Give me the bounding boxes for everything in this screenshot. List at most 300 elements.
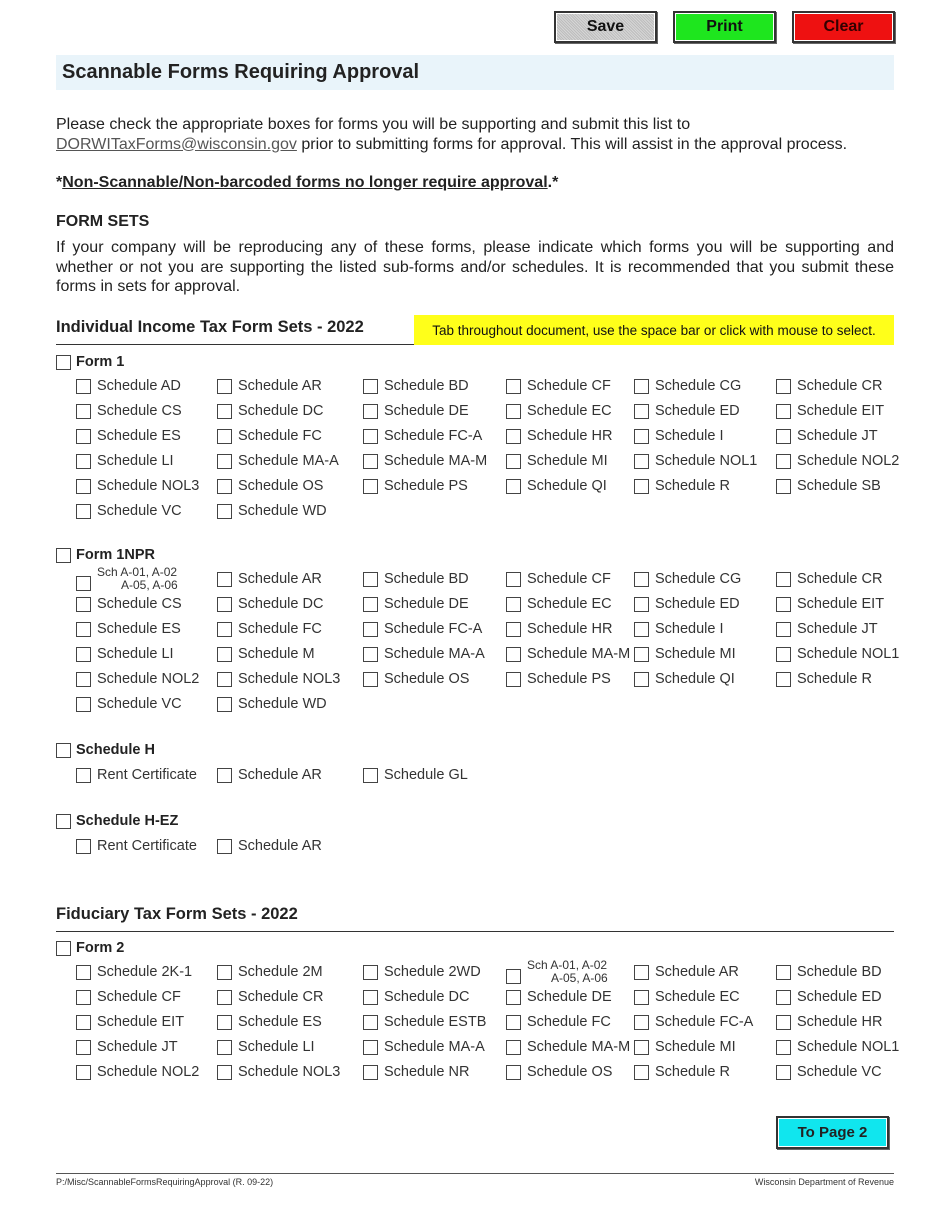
schedule-item[interactable]	[776, 621, 878, 637]
schedule-item[interactable]	[363, 1039, 485, 1055]
schedule-label: Schedule JT	[797, 621, 878, 637]
schedule-label: Schedule GL	[384, 767, 468, 783]
schedule-label: Schedule MI	[655, 646, 736, 662]
schedule-item[interactable]	[76, 503, 182, 519]
schedule-item[interactable]	[217, 478, 323, 494]
checkbox[interactable]	[76, 479, 91, 494]
checkbox[interactable]	[76, 622, 91, 637]
schedule-label: Schedule R	[655, 478, 730, 494]
schedule-item[interactable]	[217, 671, 340, 687]
checkbox[interactable]	[217, 597, 232, 612]
schedule-item[interactable]	[506, 989, 612, 1005]
checkbox[interactable]	[363, 647, 378, 662]
form1-checkbox[interactable]	[56, 355, 71, 370]
schedule-label: Schedule CF	[97, 989, 181, 1005]
schedule-label: Schedule 2M	[238, 964, 323, 980]
checkbox[interactable]	[217, 1065, 232, 1080]
schedule-item[interactable]	[634, 1039, 736, 1055]
checkbox[interactable]	[776, 990, 791, 1005]
schedule-label: Schedule NOL3	[238, 671, 341, 687]
checkbox[interactable]	[363, 965, 378, 980]
checkbox[interactable]	[776, 965, 791, 980]
schedule-label: Schedule ED	[797, 989, 882, 1005]
checkbox[interactable]	[217, 672, 232, 687]
footer-file-path: P:/Misc/ScannableFormsRequiringApproval (R. 09-22)	[56, 1177, 274, 1187]
schedule-item[interactable]	[363, 403, 469, 419]
save-button[interactable]: Save	[554, 11, 657, 43]
schedule-item[interactable]	[217, 964, 323, 980]
schedule-item[interactable]	[363, 571, 469, 587]
schedule-item[interactable]	[776, 478, 881, 494]
schedule-label: Schedule FC-A	[384, 428, 483, 444]
to-page-2-button[interactable]: To Page 2	[776, 1116, 889, 1149]
schedule-item[interactable]	[76, 646, 174, 662]
schedule-item[interactable]	[217, 621, 322, 637]
checkbox[interactable]	[363, 768, 378, 783]
form2-header	[56, 940, 124, 956]
schedule-item[interactable]	[634, 453, 757, 469]
schedule-label: Schedule NOL1	[655, 453, 758, 469]
schedule-item[interactable]	[217, 503, 327, 519]
checkbox[interactable]	[506, 647, 521, 662]
checkbox[interactable]	[76, 697, 91, 712]
schedule-item[interactable]	[776, 403, 884, 419]
checkbox[interactable]	[217, 965, 232, 980]
form2-checkbox[interactable]	[56, 941, 71, 956]
checkbox[interactable]	[506, 1065, 521, 1080]
schedule-item[interactable]	[217, 378, 322, 394]
schedule-label: Schedule WD	[238, 503, 327, 519]
schedule-item[interactable]	[634, 378, 741, 394]
schedule-label: Schedule FC	[238, 428, 322, 444]
schedule-label: Schedule AR	[655, 964, 739, 980]
schedule-label: Schedule MI	[527, 453, 608, 469]
schedule-label: Schedule NR	[384, 1064, 470, 1080]
schedule-label: Schedule NOL2	[797, 453, 900, 469]
schedule-item[interactable]	[776, 1064, 882, 1080]
form1-label: Form 1	[76, 354, 125, 370]
schedule-item[interactable]	[76, 596, 182, 612]
schedule-item[interactable]	[76, 696, 182, 712]
schedule-item[interactable]	[634, 478, 730, 494]
schedule-label: Schedule WD	[238, 696, 327, 712]
checkbox[interactable]	[506, 454, 521, 469]
checkbox[interactable]	[76, 429, 91, 444]
checkbox[interactable]	[76, 454, 91, 469]
schedule-item[interactable]	[217, 696, 327, 712]
schedule-label: Schedule NOL1	[797, 1039, 900, 1055]
checkbox[interactable]	[217, 1040, 232, 1055]
checkbox[interactable]	[776, 622, 791, 637]
schedule-label: Schedule PS	[384, 478, 468, 494]
schedule-label: Schedule NOL3	[238, 1064, 341, 1080]
schedule-item[interactable]	[76, 989, 181, 1005]
checkbox[interactable]	[634, 379, 649, 394]
checkbox[interactable]	[217, 990, 232, 1005]
schedule-label: Schedule BD	[797, 964, 882, 980]
schedule-item[interactable]	[363, 478, 468, 494]
schedule-item[interactable]	[76, 428, 181, 444]
schedule-item[interactable]	[776, 671, 872, 687]
checkbox[interactable]	[217, 622, 232, 637]
schedule-item[interactable]	[506, 596, 612, 612]
schedule-item[interactable]	[217, 1039, 315, 1055]
schedule-item[interactable]	[76, 403, 182, 419]
checkbox[interactable]	[217, 697, 232, 712]
schedule-label: Schedule R	[655, 1064, 730, 1080]
schedule-item[interactable]	[363, 1064, 469, 1080]
schedule-item[interactable]	[76, 964, 192, 980]
schedule-item[interactable]	[76, 478, 199, 494]
schedule-item[interactable]	[76, 453, 174, 469]
schedule-label: Schedule VC	[97, 696, 182, 712]
schedule-label: Schedule 2K-1	[97, 964, 193, 980]
schedule-hez-label: Schedule H-EZ	[76, 813, 179, 829]
schedule-label: Schedule NOL2	[97, 1064, 200, 1080]
form1npr-checkbox[interactable]	[56, 548, 71, 563]
schedule-item[interactable]	[634, 596, 740, 612]
schedule-item[interactable]	[776, 378, 882, 394]
schedule-label: Schedule CR	[238, 989, 324, 1005]
clear-button[interactable]: Clear	[792, 11, 895, 43]
note-suffix: .*	[547, 174, 559, 191]
schedule-item[interactable]	[363, 621, 482, 637]
schedule-item[interactable]	[76, 378, 181, 394]
schedule-label: Schedule NOL3	[97, 478, 200, 494]
checkbox[interactable]	[76, 576, 91, 591]
checkbox[interactable]	[776, 672, 791, 687]
footer-department: Wisconsin Department of Revenue	[754, 1177, 894, 1187]
schedule-label	[97, 566, 178, 591]
schedule-label: Schedule BD	[384, 571, 469, 587]
checkbox[interactable]	[634, 597, 649, 612]
intro-text: Please check the appropriate boxes for forms you will be supporting and submit this list to	[56, 116, 691, 133]
checkbox[interactable]	[634, 572, 649, 587]
schedule-label: Schedule JT	[97, 1039, 178, 1055]
schedule-item[interactable]	[363, 1014, 486, 1030]
schedule-item[interactable]	[634, 403, 740, 419]
note-prefix: *	[56, 174, 63, 191]
schedule-item[interactable]	[506, 646, 630, 662]
schedule-item[interactable]	[363, 989, 469, 1005]
schedule-item[interactable]	[506, 378, 611, 394]
schedule-label: Schedule FC-A	[655, 1014, 754, 1030]
schedule-item[interactable]	[363, 378, 469, 394]
checkbox[interactable]	[506, 429, 521, 444]
checkbox[interactable]	[776, 429, 791, 444]
schedule-item[interactable]	[363, 964, 481, 980]
form1npr-label: Form 1NPR	[76, 547, 155, 563]
schedule-label: Schedule M	[238, 646, 315, 662]
checkbox[interactable]	[363, 429, 378, 444]
print-button[interactable]: Print	[673, 11, 776, 43]
checkbox[interactable]	[76, 404, 91, 419]
schedule-label: Schedule NOL2	[97, 671, 200, 687]
schedule-label: Schedule AR	[238, 571, 322, 587]
schedule-label: Schedule ED	[655, 403, 740, 419]
schedule-label: Schedule ES	[97, 621, 181, 637]
schedule-label: Schedule CG	[655, 571, 742, 587]
schedule-item[interactable]	[76, 838, 197, 854]
schedule-item[interactable]	[634, 428, 724, 444]
checkbox[interactable]	[506, 1015, 521, 1030]
checkbox[interactable]	[634, 647, 649, 662]
checkbox[interactable]	[776, 454, 791, 469]
checkbox[interactable]	[506, 572, 521, 587]
checkbox[interactable]	[217, 572, 232, 587]
schedule-label: Schedule DE	[527, 989, 612, 1005]
checkbox[interactable]	[76, 672, 91, 687]
checkbox[interactable]	[776, 572, 791, 587]
checkbox[interactable]	[76, 647, 91, 662]
schedule-item[interactable]	[506, 478, 607, 494]
checkbox[interactable]	[76, 1040, 91, 1055]
schedule-item[interactable]	[634, 964, 739, 980]
schedule-item[interactable]	[217, 838, 322, 854]
checkbox[interactable]	[776, 404, 791, 419]
checkbox[interactable]	[363, 1065, 378, 1080]
schedule-item[interactable]	[217, 989, 323, 1005]
schedule-item-sch-a[interactable]	[506, 958, 608, 989]
individual-heading-text: Individual Income Tax Form Sets - 2022	[56, 318, 364, 336]
checkbox[interactable]	[363, 622, 378, 637]
checkbox[interactable]	[217, 839, 232, 854]
schedule-item[interactable]	[776, 1039, 899, 1055]
checkbox[interactable]	[506, 990, 521, 1005]
schedule-item[interactable]	[776, 596, 884, 612]
checkbox[interactable]	[363, 1015, 378, 1030]
checkbox[interactable]	[776, 1015, 791, 1030]
schedule-label: Schedule HR	[527, 428, 613, 444]
checkbox[interactable]	[76, 990, 91, 1005]
schedule-label: Schedule I	[655, 621, 724, 637]
checkbox[interactable]	[76, 839, 91, 854]
checkbox[interactable]	[363, 404, 378, 419]
schedule-item[interactable]	[363, 453, 487, 469]
checkbox[interactable]	[363, 454, 378, 469]
schedule-item[interactable]	[363, 596, 469, 612]
checkbox[interactable]	[506, 379, 521, 394]
checkbox[interactable]	[776, 1040, 791, 1055]
schedule-item[interactable]	[634, 989, 740, 1005]
schedule-item[interactable]	[506, 1039, 630, 1055]
schedule-label: Schedule EC	[655, 989, 740, 1005]
schedule-item[interactable]	[776, 989, 882, 1005]
checkbox[interactable]	[217, 404, 232, 419]
schedule-item[interactable]	[506, 1014, 611, 1030]
schedule-label: Schedule VC	[797, 1064, 882, 1080]
checkbox[interactable]	[634, 965, 649, 980]
schedule-item[interactable]	[634, 1014, 753, 1030]
schedule-label: Schedule DC	[238, 596, 324, 612]
schedule-item[interactable]	[217, 1014, 322, 1030]
schedule-item[interactable]	[217, 1064, 340, 1080]
schedule-item[interactable]	[634, 1064, 730, 1080]
checkbox[interactable]	[776, 1065, 791, 1080]
email-link[interactable]: DORWITaxForms@wisconsin.gov	[56, 135, 297, 153]
checkbox[interactable]	[634, 429, 649, 444]
schedule-label: Schedule FC	[238, 621, 322, 637]
schedule-item[interactable]	[76, 1064, 199, 1080]
checkbox[interactable]	[363, 597, 378, 612]
note-text: Non-Scannable/Non-barcoded forms no longer require approval	[62, 174, 548, 191]
schedule-label: Schedule VC	[97, 503, 182, 519]
schedule-item[interactable]	[634, 646, 736, 662]
checkbox[interactable]	[634, 672, 649, 687]
form-sets-text: If your company will be reproducing any of these forms, please indicate which forms you will be supporting and whether or not you are supporting the listed sub-forms and/or schedules. It is recommended that you submit these forms in sets for approval.	[56, 239, 894, 295]
checkbox[interactable]	[634, 479, 649, 494]
schedule-item[interactable]	[776, 1014, 882, 1030]
schedule-hez-checkbox[interactable]	[56, 814, 71, 829]
checkbox[interactable]	[363, 990, 378, 1005]
checkbox[interactable]	[76, 597, 91, 612]
checkbox[interactable]	[217, 479, 232, 494]
checkbox[interactable]	[363, 572, 378, 587]
schedule-label: Schedule BD	[384, 378, 469, 394]
schedule-item[interactable]	[776, 453, 899, 469]
checkbox[interactable]	[217, 647, 232, 662]
checkbox[interactable]	[217, 1015, 232, 1030]
schedule-item[interactable]	[634, 671, 735, 687]
schedule-label: Schedule LI	[97, 646, 174, 662]
schedule-item[interactable]	[76, 671, 199, 687]
schedule-item[interactable]	[506, 571, 611, 587]
schedule-label: Schedule ESTB	[384, 1014, 487, 1030]
checkbox[interactable]	[776, 597, 791, 612]
checkbox[interactable]	[76, 504, 91, 519]
checkbox[interactable]	[776, 647, 791, 662]
checkbox[interactable]	[217, 429, 232, 444]
schedule-item[interactable]	[76, 621, 181, 637]
checkbox[interactable]	[506, 404, 521, 419]
schedule-label: Schedule MA-M	[527, 646, 631, 662]
schedule-item[interactable]	[217, 403, 323, 419]
schedule-label: Schedule CF	[527, 378, 611, 394]
checkbox[interactable]	[76, 379, 91, 394]
schedule-label: Schedule ES	[97, 428, 181, 444]
schedule-h-checkbox[interactable]	[56, 743, 71, 758]
schedule-item[interactable]	[776, 646, 899, 662]
checkbox[interactable]	[506, 969, 521, 984]
checkbox[interactable]	[217, 454, 232, 469]
checkbox[interactable]	[634, 1065, 649, 1080]
checkbox[interactable]	[506, 597, 521, 612]
schedule-hez-header	[56, 813, 178, 829]
checkbox[interactable]	[76, 1065, 91, 1080]
checkbox[interactable]	[217, 504, 232, 519]
schedule-item[interactable]	[506, 453, 608, 469]
schedule-label: Schedule AR	[238, 378, 322, 394]
checkbox[interactable]	[217, 379, 232, 394]
schedule-item[interactable]	[506, 621, 612, 637]
schedule-label: Schedule DE	[384, 596, 469, 612]
schedule-item[interactable]	[76, 1014, 184, 1030]
checkbox[interactable]	[76, 768, 91, 783]
footer-divider	[56, 1173, 894, 1174]
checkbox[interactable]	[76, 965, 91, 980]
schedule-item[interactable]	[217, 453, 339, 469]
schedule-item[interactable]	[217, 646, 315, 662]
schedule-item[interactable]	[634, 571, 741, 587]
fiduciary-section-heading	[56, 905, 894, 932]
checkbox[interactable]	[217, 768, 232, 783]
schedule-item[interactable]	[76, 767, 197, 783]
checkbox[interactable]	[506, 479, 521, 494]
checkbox[interactable]	[776, 479, 791, 494]
schedule-item[interactable]	[776, 428, 878, 444]
checkbox[interactable]	[634, 622, 649, 637]
checkbox[interactable]	[634, 1040, 649, 1055]
schedule-label	[527, 959, 608, 984]
schedule-label: Schedule EIT	[797, 596, 885, 612]
checkbox[interactable]	[363, 1040, 378, 1055]
checkbox[interactable]	[76, 1015, 91, 1030]
checkbox[interactable]	[363, 672, 378, 687]
schedule-item[interactable]	[363, 428, 482, 444]
schedule-label: Schedule MI	[655, 1039, 736, 1055]
sch-a-line1: Sch A-01, A-02	[527, 958, 608, 972]
schedule-label: Schedule 2WD	[384, 964, 481, 980]
schedule-item[interactable]	[217, 428, 322, 444]
checkbox[interactable]	[506, 672, 521, 687]
schedule-h-label: Schedule H	[76, 742, 155, 758]
checkbox[interactable]	[506, 1040, 521, 1055]
schedule-label: Schedule OS	[527, 1064, 613, 1080]
schedule-label: Schedule I	[655, 428, 724, 444]
schedule-item[interactable]	[76, 1039, 178, 1055]
intro-text-after: prior to submitting forms for approval. This will assist in the approval process.	[296, 135, 848, 153]
schedule-item[interactable]	[363, 767, 468, 783]
schedule-label: Schedule MA-M	[527, 1039, 631, 1055]
schedule-item[interactable]	[506, 1064, 612, 1080]
intro-paragraph	[56, 115, 894, 154]
schedule-label: Schedule MA-A	[384, 646, 485, 662]
checkbox[interactable]	[634, 990, 649, 1005]
schedule-label: Schedule AD	[97, 378, 181, 394]
schedule-label: Schedule QI	[527, 478, 607, 494]
schedule-item[interactable]	[634, 621, 724, 637]
checkbox[interactable]	[634, 454, 649, 469]
schedule-label: Schedule CS	[97, 403, 182, 419]
schedule-label: Rent Certificate	[97, 838, 197, 854]
schedule-item[interactable]	[363, 671, 469, 687]
schedule-label: Schedule EIT	[97, 1014, 185, 1030]
schedule-item[interactable]	[217, 571, 322, 587]
checkbox[interactable]	[634, 404, 649, 419]
checkbox[interactable]	[363, 379, 378, 394]
individual-section-heading	[56, 318, 894, 345]
schedule-label: Schedule CR	[797, 378, 883, 394]
schedule-item[interactable]	[776, 964, 882, 980]
checkbox[interactable]	[363, 479, 378, 494]
form1-header	[56, 354, 124, 370]
schedule-label: Schedule NOL1	[797, 646, 900, 662]
schedule-item[interactable]	[506, 428, 612, 444]
schedule-item-sch-a[interactable]	[76, 565, 178, 596]
schedule-item[interactable]	[363, 646, 485, 662]
schedule-label: Schedule ED	[655, 596, 740, 612]
schedule-item[interactable]	[776, 571, 882, 587]
checkbox[interactable]	[634, 1015, 649, 1030]
schedule-item[interactable]	[506, 671, 611, 687]
checkbox[interactable]	[506, 622, 521, 637]
schedule-item[interactable]	[506, 403, 612, 419]
schedule-item[interactable]	[217, 596, 323, 612]
checkbox[interactable]	[776, 379, 791, 394]
schedule-label: Schedule EC	[527, 596, 612, 612]
schedule-item[interactable]	[217, 767, 322, 783]
form1npr-header	[56, 547, 155, 563]
